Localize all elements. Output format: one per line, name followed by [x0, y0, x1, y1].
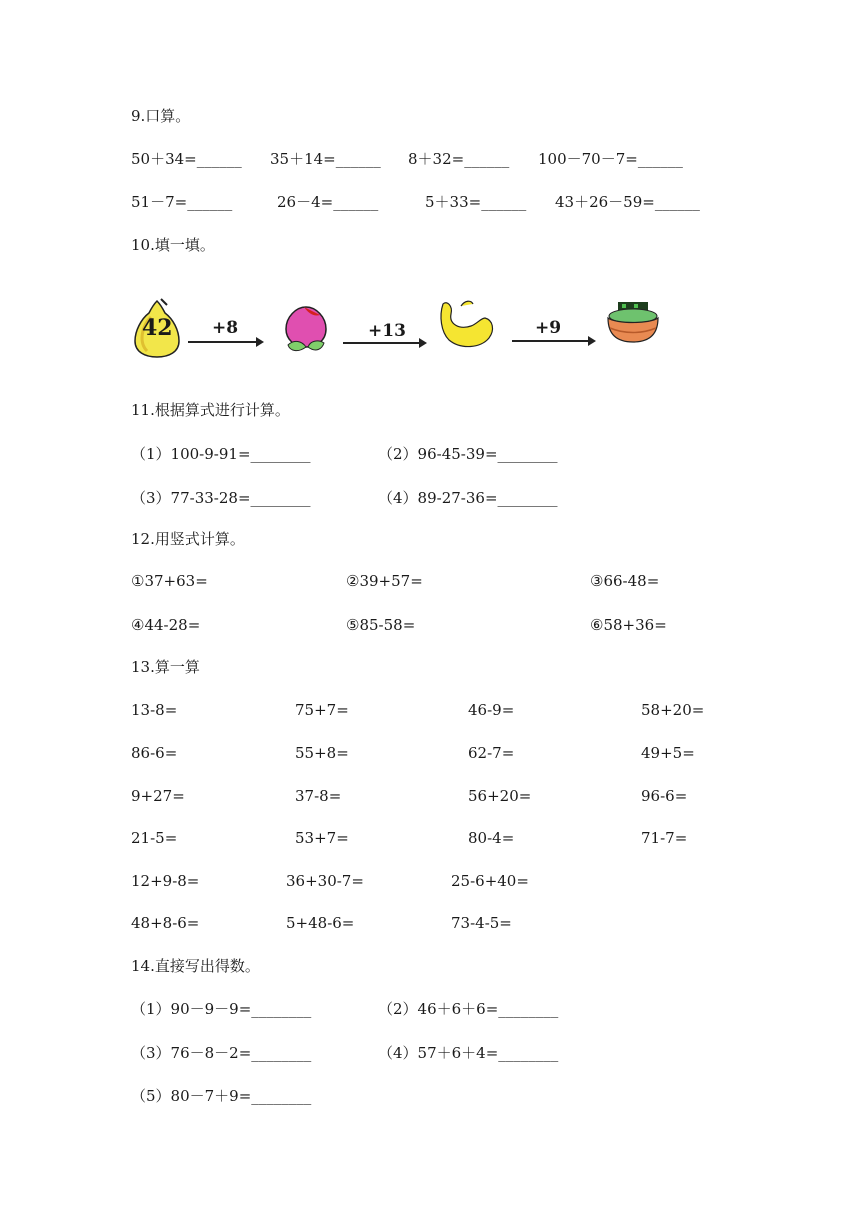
arrow-icon	[512, 340, 594, 342]
q13-item: 55+8=	[295, 744, 349, 762]
q14-item: （2）46＋6＋6=________	[378, 1000, 559, 1018]
q13-item: 12+9-8=	[131, 872, 200, 890]
arrow-icon	[343, 342, 425, 344]
q12-title: 12.用竖式计算。	[131, 530, 245, 548]
basket-icon	[604, 300, 662, 344]
q12-item: ①37+63=	[131, 572, 208, 590]
q9-item: 50＋34=______	[131, 150, 242, 168]
op-label: +9	[535, 318, 562, 338]
q13-item: 13-8=	[131, 701, 178, 719]
q13-item: 86-6=	[131, 744, 178, 762]
q13-item: 73-4-5=	[451, 914, 512, 932]
q13-item: 25-6+40=	[451, 872, 529, 890]
q14-item: （1）90－9－9=________	[131, 1000, 312, 1018]
q14-title: 14.直接写出得数。	[131, 957, 260, 975]
q9-title: 9.口算。	[131, 107, 191, 125]
q11-item: （3）77-33-28=________	[131, 489, 311, 507]
q11-item: （4）89-27-36=________	[378, 489, 558, 507]
q12-item: ⑤85-58=	[346, 616, 416, 634]
q12-item: ⑥58+36=	[590, 616, 667, 634]
q13-item: 56+20=	[468, 787, 532, 805]
banana-icon	[437, 296, 497, 352]
q13-item: 96-6=	[641, 787, 688, 805]
q9-item: 43＋26－59=______	[555, 193, 700, 211]
q9-item: 8＋32=______	[408, 150, 510, 168]
q13-item: 71-7=	[641, 829, 688, 847]
q12-item: ②39+57=	[346, 572, 423, 590]
q13-item: 48+8-6=	[131, 914, 200, 932]
q11-item: （2）96-45-39=________	[378, 445, 558, 463]
op-label: +8	[212, 318, 239, 338]
q9-item: 5＋33=______	[425, 193, 527, 211]
q11-title: 11.根据算式进行计算。	[131, 401, 290, 419]
q10-title: 10.填一填。	[131, 236, 215, 254]
q13-item: 37-8=	[295, 787, 342, 805]
q13-item: 53+7=	[295, 829, 349, 847]
peach-icon	[280, 303, 332, 355]
q14-item: （3）76－8－2=________	[131, 1044, 312, 1062]
q14-item: （4）57＋6＋4=________	[378, 1044, 559, 1062]
q13-item: 80-4=	[468, 829, 515, 847]
q13-title: 13.算一算	[131, 658, 200, 676]
q12-item: ④44-28=	[131, 616, 201, 634]
q9-item: 100－70－7=______	[538, 150, 683, 168]
q9-item: 51－7=______	[131, 193, 233, 211]
q13-item: 49+5=	[641, 744, 695, 762]
q13-item: 75+7=	[295, 701, 349, 719]
q13-item: 5+48-6=	[286, 914, 355, 932]
arrow-icon	[188, 341, 262, 343]
q13-item: 9+27=	[131, 787, 185, 805]
op-label: +13	[368, 321, 406, 341]
q13-item: 46-9=	[468, 701, 515, 719]
q13-item: 58+20=	[641, 701, 705, 719]
q13-item: 21-5=	[131, 829, 178, 847]
q9-item: 26－4=______	[277, 193, 379, 211]
q13-item: 62-7=	[468, 744, 515, 762]
q13-item: 36+30-7=	[286, 872, 364, 890]
q9-item: 35＋14=______	[270, 150, 381, 168]
q12-item: ③66-48=	[590, 572, 660, 590]
q11-item: （1）100-9-91=________	[131, 445, 311, 463]
pear-value: 42	[142, 315, 173, 341]
q14-item: （5）80－7＋9=________	[131, 1087, 312, 1105]
